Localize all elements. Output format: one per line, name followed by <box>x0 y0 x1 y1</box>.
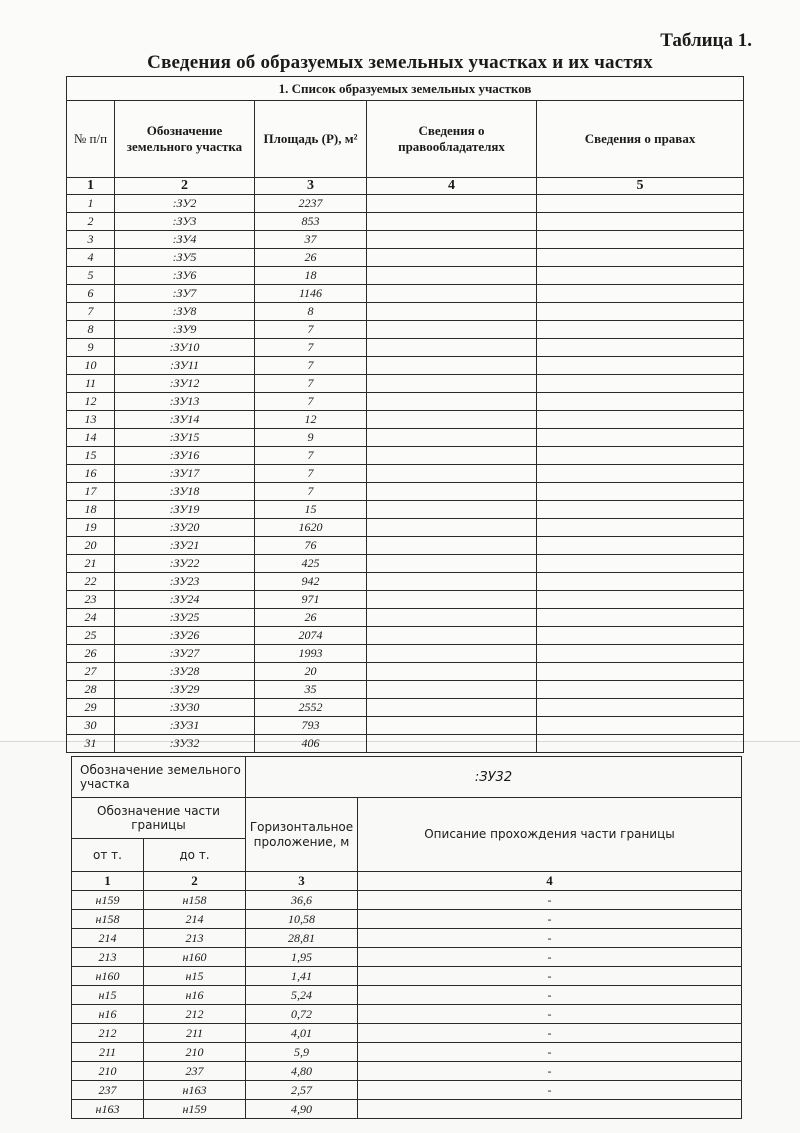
cell-description: - <box>358 1043 742 1062</box>
cell-area: 1620 <box>255 519 367 537</box>
cell-horizontal: 4,80 <box>246 1062 358 1081</box>
cell-designation: :ЗУ7 <box>115 285 255 303</box>
plot-designation-label: Обозначение земельного участка <box>72 757 246 798</box>
cell-rights <box>537 285 744 303</box>
cell-owners <box>367 483 537 501</box>
cell-rights <box>537 573 744 591</box>
cell-rights <box>537 555 744 573</box>
cell-owners <box>367 627 537 645</box>
table-row <box>67 465 744 483</box>
cell-designation: :ЗУ20 <box>115 519 255 537</box>
table-row <box>67 321 744 339</box>
column-number: 4 <box>367 178 537 195</box>
plot-designation-value: :ЗУ32 <box>246 757 742 798</box>
header-description: Описание прохождения части границы <box>358 798 742 872</box>
cell-designation: :ЗУ26 <box>115 627 255 645</box>
cell-horizontal: 4,90 <box>246 1100 358 1119</box>
cell-rights <box>537 663 744 681</box>
cell-owners <box>367 303 537 321</box>
cell-num: 17 <box>67 483 115 501</box>
table-row <box>67 339 744 357</box>
table-row <box>67 375 744 393</box>
cell-area: 20 <box>255 663 367 681</box>
cell-rights <box>537 357 744 375</box>
cell-designation: :ЗУ13 <box>115 393 255 411</box>
cell-owners <box>367 195 537 213</box>
header-rights: Сведения о правах <box>537 101 744 178</box>
cell-from: н159 <box>72 891 144 910</box>
cell-owners <box>367 681 537 699</box>
cell-owners <box>367 285 537 303</box>
cell-rights <box>537 591 744 609</box>
cell-horizontal: 4,01 <box>246 1024 358 1043</box>
cell-designation: :ЗУ25 <box>115 609 255 627</box>
table-row <box>72 929 742 948</box>
cell-from: 214 <box>72 929 144 948</box>
table-row <box>67 303 744 321</box>
cell-to: н15 <box>144 967 246 986</box>
cell-num: 22 <box>67 573 115 591</box>
cell-horizontal: 10,58 <box>246 910 358 929</box>
cell-owners <box>367 573 537 591</box>
page-title: Сведения об образуемых земельных участках и их частях <box>147 52 653 73</box>
cell-owners <box>367 429 537 447</box>
boundary-body <box>72 891 742 1119</box>
cell-to: 237 <box>144 1062 246 1081</box>
cell-rights <box>537 375 744 393</box>
cell-from: 237 <box>72 1081 144 1100</box>
cell-num: 1 <box>67 195 115 213</box>
cell-from: н160 <box>72 967 144 986</box>
cell-description: - <box>358 1024 742 1043</box>
section-title: 1. Список образуемых земельных участков <box>67 77 744 101</box>
cell-designation: :ЗУ2 <box>115 195 255 213</box>
cell-owners <box>367 699 537 717</box>
cell-num: 15 <box>67 447 115 465</box>
table-row <box>67 735 744 753</box>
cell-rights <box>537 609 744 627</box>
table-row <box>67 537 744 555</box>
cell-num: 8 <box>67 321 115 339</box>
table-row <box>67 699 744 717</box>
cell-horizontal: 0,72 <box>246 1005 358 1024</box>
cell-num: 24 <box>67 609 115 627</box>
cell-area: 7 <box>255 447 367 465</box>
cell-horizontal: 28,81 <box>246 929 358 948</box>
cell-designation: :ЗУ10 <box>115 339 255 357</box>
cell-owners <box>367 591 537 609</box>
cell-num: 2 <box>67 213 115 231</box>
table-row <box>67 429 744 447</box>
cell-designation: :ЗУ30 <box>115 699 255 717</box>
cell-owners <box>367 717 537 735</box>
cell-num: 3 <box>67 231 115 249</box>
cell-horizontal: 2,57 <box>246 1081 358 1100</box>
table-row <box>72 1005 742 1024</box>
header-from: от т. <box>72 839 144 872</box>
cell-rights <box>537 501 744 519</box>
cell-from: 210 <box>72 1062 144 1081</box>
cell-horizontal: 1,95 <box>246 948 358 967</box>
cell-rights <box>537 411 744 429</box>
cell-rights <box>537 645 744 663</box>
cell-owners <box>367 375 537 393</box>
cell-designation: :ЗУ5 <box>115 249 255 267</box>
cell-num: 27 <box>67 663 115 681</box>
cell-rights <box>537 321 744 339</box>
cell-designation: :ЗУ14 <box>115 411 255 429</box>
cell-description: - <box>358 1005 742 1024</box>
cell-owners <box>367 321 537 339</box>
cell-designation: :ЗУ9 <box>115 321 255 339</box>
table-row <box>67 411 744 429</box>
table-row <box>67 195 744 213</box>
cell-description: - <box>358 986 742 1005</box>
table-row <box>67 285 744 303</box>
cell-designation: :ЗУ32 <box>115 735 255 753</box>
table-row <box>67 591 744 609</box>
cell-num: 13 <box>67 411 115 429</box>
column-number: 2 <box>144 872 246 891</box>
cell-rights <box>537 267 744 285</box>
cell-owners <box>367 735 537 753</box>
cell-to: н160 <box>144 948 246 967</box>
table-row <box>67 555 744 573</box>
land-plots-body <box>67 195 744 753</box>
cell-designation: :ЗУ19 <box>115 501 255 519</box>
cell-area: 1993 <box>255 645 367 663</box>
cell-to: н159 <box>144 1100 246 1119</box>
cell-designation: :ЗУ15 <box>115 429 255 447</box>
table-row <box>67 681 744 699</box>
cell-owners <box>367 231 537 249</box>
table-row <box>67 717 744 735</box>
table-row <box>72 1081 742 1100</box>
cell-num: 19 <box>67 519 115 537</box>
cell-rights <box>537 537 744 555</box>
cell-owners <box>367 555 537 573</box>
cell-area: 18 <box>255 267 367 285</box>
cell-num: 5 <box>67 267 115 285</box>
table-row <box>72 986 742 1005</box>
cell-designation: :ЗУ18 <box>115 483 255 501</box>
cell-num: 11 <box>67 375 115 393</box>
cell-rights <box>537 519 744 537</box>
cell-horizontal: 36,6 <box>246 891 358 910</box>
cell-area: 7 <box>255 339 367 357</box>
cell-num: 30 <box>67 717 115 735</box>
cell-area: 2237 <box>255 195 367 213</box>
cell-designation: :ЗУ11 <box>115 357 255 375</box>
cell-owners <box>367 465 537 483</box>
cell-designation: :ЗУ28 <box>115 663 255 681</box>
cell-horizontal: 5,24 <box>246 986 358 1005</box>
cell-horizontal: 5,9 <box>246 1043 358 1062</box>
column-numbers-row <box>67 178 744 195</box>
cell-rights <box>537 465 744 483</box>
land-plots-table <box>66 76 744 753</box>
cell-to: 213 <box>144 929 246 948</box>
cell-num: 25 <box>67 627 115 645</box>
cell-description: - <box>358 910 742 929</box>
cell-description: - <box>358 948 742 967</box>
cell-area: 793 <box>255 717 367 735</box>
cell-owners <box>367 411 537 429</box>
cell-from: 212 <box>72 1024 144 1043</box>
cell-area: 35 <box>255 681 367 699</box>
cell-area: 7 <box>255 375 367 393</box>
cell-rights <box>537 447 744 465</box>
cell-owners <box>367 537 537 555</box>
cell-to: 212 <box>144 1005 246 1024</box>
cell-to: 214 <box>144 910 246 929</box>
table-row <box>67 609 744 627</box>
table-row <box>72 910 742 929</box>
cell-num: 31 <box>67 735 115 753</box>
table-row <box>67 627 744 645</box>
cell-area: 26 <box>255 249 367 267</box>
cell-from: н16 <box>72 1005 144 1024</box>
cell-designation: :ЗУ29 <box>115 681 255 699</box>
table-row <box>72 948 742 967</box>
cell-area: 7 <box>255 465 367 483</box>
cell-num: 10 <box>67 357 115 375</box>
cell-from: 213 <box>72 948 144 967</box>
header-num: № п/п <box>67 101 115 178</box>
cell-designation: :ЗУ3 <box>115 213 255 231</box>
table-row <box>72 1043 742 1062</box>
cell-designation: :ЗУ24 <box>115 591 255 609</box>
cell-area: 406 <box>255 735 367 753</box>
cell-designation: :ЗУ23 <box>115 573 255 591</box>
cell-num: 28 <box>67 681 115 699</box>
cell-from: н163 <box>72 1100 144 1119</box>
cell-num: 4 <box>67 249 115 267</box>
column-number: 3 <box>255 178 367 195</box>
table-row <box>67 501 744 519</box>
cell-owners <box>367 609 537 627</box>
cell-designation: :ЗУ16 <box>115 447 255 465</box>
column-number: 4 <box>358 872 742 891</box>
cell-designation: :ЗУ4 <box>115 231 255 249</box>
table-row <box>67 249 744 267</box>
cell-owners <box>367 357 537 375</box>
cell-description: - <box>358 1062 742 1081</box>
cell-rights <box>537 699 744 717</box>
column-numbers-row <box>72 872 742 891</box>
cell-description <box>358 1100 742 1119</box>
cell-owners <box>367 267 537 285</box>
cell-num: 14 <box>67 429 115 447</box>
cell-designation: :ЗУ31 <box>115 717 255 735</box>
table-caption: Таблица 1. <box>660 30 752 51</box>
header-horizontal: Горизонтальное проложение, м <box>246 798 358 872</box>
cell-to: 211 <box>144 1024 246 1043</box>
cell-area: 37 <box>255 231 367 249</box>
cell-designation: :ЗУ8 <box>115 303 255 321</box>
cell-owners <box>367 249 537 267</box>
cell-rights <box>537 213 744 231</box>
cell-area: 26 <box>255 609 367 627</box>
cell-num: 21 <box>67 555 115 573</box>
table-row <box>72 1024 742 1043</box>
cell-rights <box>537 393 744 411</box>
cell-designation: :ЗУ27 <box>115 645 255 663</box>
cell-area: 7 <box>255 393 367 411</box>
table-row <box>67 483 744 501</box>
cell-rights <box>537 249 744 267</box>
table-row <box>72 1100 742 1119</box>
cell-owners <box>367 663 537 681</box>
column-number: 1 <box>67 178 115 195</box>
cell-designation: :ЗУ17 <box>115 465 255 483</box>
cell-rights <box>537 429 744 447</box>
cell-description: - <box>358 967 742 986</box>
cell-area: 15 <box>255 501 367 519</box>
cell-designation: :ЗУ12 <box>115 375 255 393</box>
cell-num: 16 <box>67 465 115 483</box>
cell-area: 971 <box>255 591 367 609</box>
cell-num: 6 <box>67 285 115 303</box>
cell-area: 12 <box>255 411 367 429</box>
cell-owners <box>367 645 537 663</box>
cell-owners <box>367 393 537 411</box>
cell-rights <box>537 627 744 645</box>
cell-description: - <box>358 929 742 948</box>
cell-rights <box>537 303 744 321</box>
cell-area: 853 <box>255 213 367 231</box>
cell-rights <box>537 339 744 357</box>
table-row <box>67 213 744 231</box>
cell-owners <box>367 213 537 231</box>
table-row <box>72 891 742 910</box>
cell-num: 23 <box>67 591 115 609</box>
cell-designation: :ЗУ6 <box>115 267 255 285</box>
column-number: 1 <box>72 872 144 891</box>
column-number: 3 <box>246 872 358 891</box>
cell-area: 8 <box>255 303 367 321</box>
cell-num: 26 <box>67 645 115 663</box>
table-row <box>67 231 744 249</box>
table-row <box>72 1062 742 1081</box>
table-row <box>67 663 744 681</box>
cell-owners <box>367 339 537 357</box>
cell-from: н158 <box>72 910 144 929</box>
cell-area: 76 <box>255 537 367 555</box>
header-area: Площадь (Р), м² <box>255 101 367 178</box>
boundary-table <box>71 756 742 1119</box>
cell-description: - <box>358 1081 742 1100</box>
column-number: 5 <box>537 178 744 195</box>
cell-rights <box>537 681 744 699</box>
cell-to: 210 <box>144 1043 246 1062</box>
table-row <box>67 573 744 591</box>
cell-to: н163 <box>144 1081 246 1100</box>
table-row <box>67 267 744 285</box>
cell-description: - <box>358 891 742 910</box>
cell-designation: :ЗУ22 <box>115 555 255 573</box>
header-designation: Обозначение земельного участка <box>115 101 255 178</box>
cell-area: 7 <box>255 357 367 375</box>
cell-area: 1146 <box>255 285 367 303</box>
cell-rights <box>537 195 744 213</box>
cell-num: 9 <box>67 339 115 357</box>
table-row <box>67 357 744 375</box>
cell-from: 211 <box>72 1043 144 1062</box>
table-row <box>67 393 744 411</box>
table-row <box>67 447 744 465</box>
cell-to: н158 <box>144 891 246 910</box>
cell-rights <box>537 231 744 249</box>
cell-num: 12 <box>67 393 115 411</box>
cell-owners <box>367 519 537 537</box>
cell-rights <box>537 717 744 735</box>
cell-num: 20 <box>67 537 115 555</box>
cell-area: 2074 <box>255 627 367 645</box>
table-row <box>67 519 744 537</box>
cell-rights <box>537 483 744 501</box>
cell-area: 7 <box>255 483 367 501</box>
cell-owners <box>367 447 537 465</box>
column-number: 2 <box>115 178 255 195</box>
cell-horizontal: 1,41 <box>246 967 358 986</box>
cell-area: 2552 <box>255 699 367 717</box>
header-boundary-part: Обозначение части границы <box>72 798 246 839</box>
header-owners: Сведения о правообладателях <box>367 101 537 178</box>
cell-num: 29 <box>67 699 115 717</box>
cell-num: 18 <box>67 501 115 519</box>
cell-designation: :ЗУ21 <box>115 537 255 555</box>
cell-owners <box>367 501 537 519</box>
cell-to: н16 <box>144 986 246 1005</box>
header-to: до т. <box>144 839 246 872</box>
cell-area: 425 <box>255 555 367 573</box>
cell-from: н15 <box>72 986 144 1005</box>
cell-area: 942 <box>255 573 367 591</box>
cell-num: 7 <box>67 303 115 321</box>
table-row <box>67 645 744 663</box>
cell-area: 7 <box>255 321 367 339</box>
cell-rights <box>537 735 744 753</box>
cell-area: 9 <box>255 429 367 447</box>
table-row <box>72 967 742 986</box>
